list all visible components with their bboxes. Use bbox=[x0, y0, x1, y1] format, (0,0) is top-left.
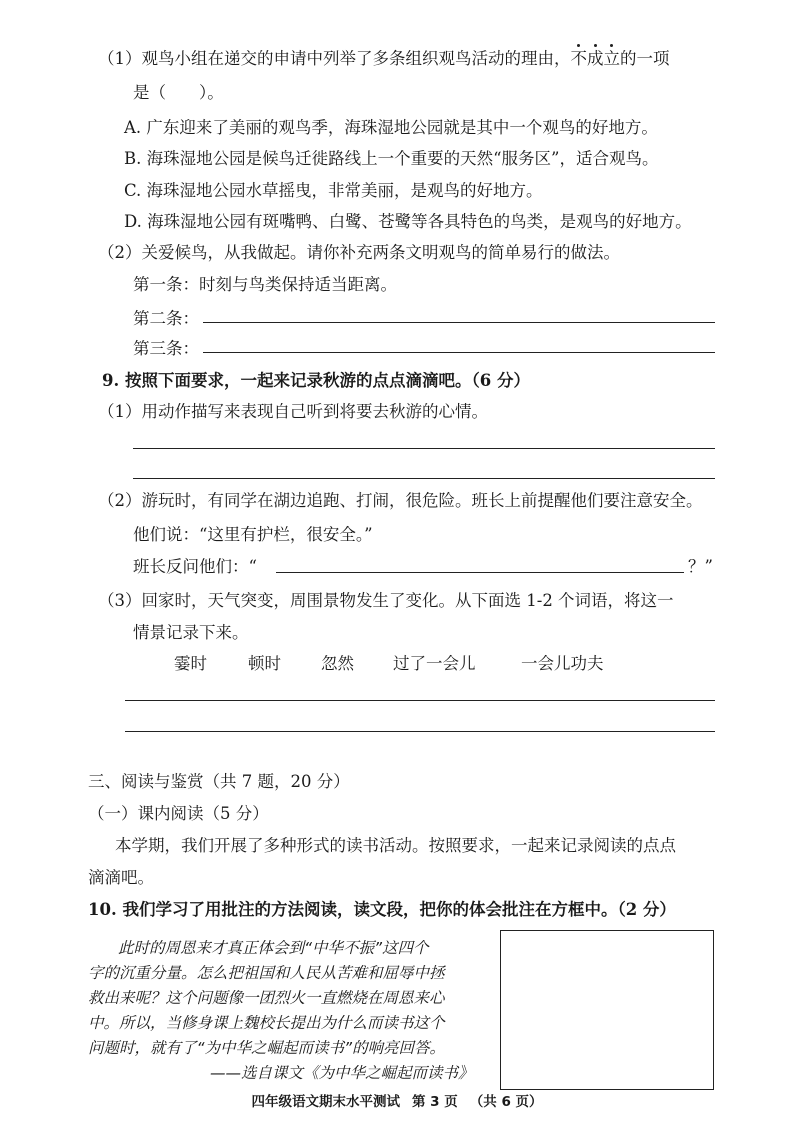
annotation-box[interactable] bbox=[500, 930, 714, 1090]
q8-rule1: 第一条：时刻与鸟类保持适当距离。 bbox=[133, 275, 397, 294]
q8-rule3-label: 第三条： bbox=[133, 339, 199, 358]
q8-rule2-label: 第二条： bbox=[133, 309, 199, 328]
answer-line[interactable] bbox=[133, 448, 715, 449]
word-option: 霎时 bbox=[174, 654, 207, 673]
passage-line: 此时的周恩来才真正体会到“中华不振”这四个 bbox=[118, 939, 429, 957]
q8-sub2: （2）关爱候鸟，从我做起。请你补充两条文明观鸟的简单易行的做法。 bbox=[98, 243, 620, 262]
emphasis-char: 立 bbox=[603, 49, 620, 68]
q9-monitor-label: 班长反问他们：“ bbox=[133, 557, 257, 576]
q8-sub1-line1: （1）观鸟小组在递交的申请中列举了多条组织观鸟活动的理由，不成立的一项 bbox=[98, 49, 670, 68]
emphasis-char: 不 bbox=[570, 49, 587, 68]
answer-line[interactable] bbox=[133, 478, 715, 479]
answer-line[interactable] bbox=[203, 352, 715, 353]
passage-line: 问题时，就有了“为中华之崛起而读书”的响亮回答。 bbox=[88, 1039, 446, 1057]
passage-source: ——选自课文《为中华之崛起而读书》 bbox=[210, 1064, 474, 1082]
word-option: 顿时 bbox=[248, 654, 281, 673]
q9-sub3-line1: （3）回家时，天气突变，周围景物发生了变化。从下面选 1-2 个词语，将这一 bbox=[98, 591, 674, 610]
page-footer bbox=[0, 1092, 794, 1112]
q9-they-said: 他们说：“这里有护栏，很安全。” bbox=[133, 525, 373, 544]
q9-title: 9. 按照下面要求，一起来记录秋游的点点滴滴吧。（6 分） bbox=[102, 371, 530, 390]
passage-line: 字的沉重分量。怎么把祖国和人民从苦难和屈辱中拯 bbox=[88, 964, 445, 982]
q10-title: 10. 我们学习了用批注的方法阅读，读文段，把你的体会批注在方框中。（2 分） bbox=[88, 900, 676, 919]
q8-option-d: D. 海珠湿地公园有斑嘴鸭、白鹭、苍鹭等各具特色的鸟类，是观鸟的好地方。 bbox=[124, 212, 692, 231]
intro-line1: 本学期，我们开展了多种形式的读书活动。按照要求，一起来记录阅读的点点 bbox=[115, 836, 676, 855]
q9-monitor-end: ？” bbox=[688, 557, 713, 576]
q8-option-c: C. 海珠湿地公园水草摇曳，非常美丽，是观鸟的好地方。 bbox=[124, 181, 543, 200]
intro-line2: 滴滴吧。 bbox=[88, 868, 154, 887]
part-title: （一）课内阅读（5 分） bbox=[88, 804, 269, 823]
passage-line: 中。所以，当修身课上魏校长提出为什么而读书这个 bbox=[88, 1014, 445, 1032]
exam-name: 四年级语文期末水平测试 bbox=[251, 1094, 400, 1110]
emphasis-char: 成 bbox=[587, 49, 604, 68]
answer-line[interactable] bbox=[125, 731, 715, 732]
passage-line: 救出来呢？这个问题像一团烈火一直燃烧在周恩来心 bbox=[88, 989, 445, 1007]
q8-option-b: B. 海珠湿地公园是候鸟迁徙路线上一个重要的天然“服务区”，适合观鸟。 bbox=[124, 149, 659, 168]
word-option: 忽然 bbox=[321, 654, 354, 673]
section-title: 三、阅读与鉴赏（共 7 题，20 分） bbox=[88, 772, 350, 791]
answer-line[interactable] bbox=[125, 700, 715, 701]
page-number: 第 3 页 bbox=[411, 1094, 458, 1110]
word-option: 过了一会儿 bbox=[393, 654, 476, 673]
word-option: 一会儿功夫 bbox=[521, 654, 604, 673]
answer-line[interactable] bbox=[276, 572, 684, 573]
q9-sub1: （1）用动作描写来表现自己听到将要去秋游的心情。 bbox=[98, 402, 488, 421]
q8-sub1-line2: 是（ ）。 bbox=[133, 83, 224, 102]
page-total: （共 6 页） bbox=[469, 1094, 543, 1110]
q9-sub2: （2）游玩时，有同学在湖边追跑、打闹，很危险。班长上前提醒他们要注意安全。 bbox=[98, 491, 703, 510]
answer-line[interactable] bbox=[203, 322, 715, 323]
q8-option-a: A. 广东迎来了美丽的观鸟季，海珠湿地公园就是其中一个观鸟的好地方。 bbox=[124, 118, 658, 137]
q9-sub3-line2: 情景记录下来。 bbox=[133, 623, 249, 642]
